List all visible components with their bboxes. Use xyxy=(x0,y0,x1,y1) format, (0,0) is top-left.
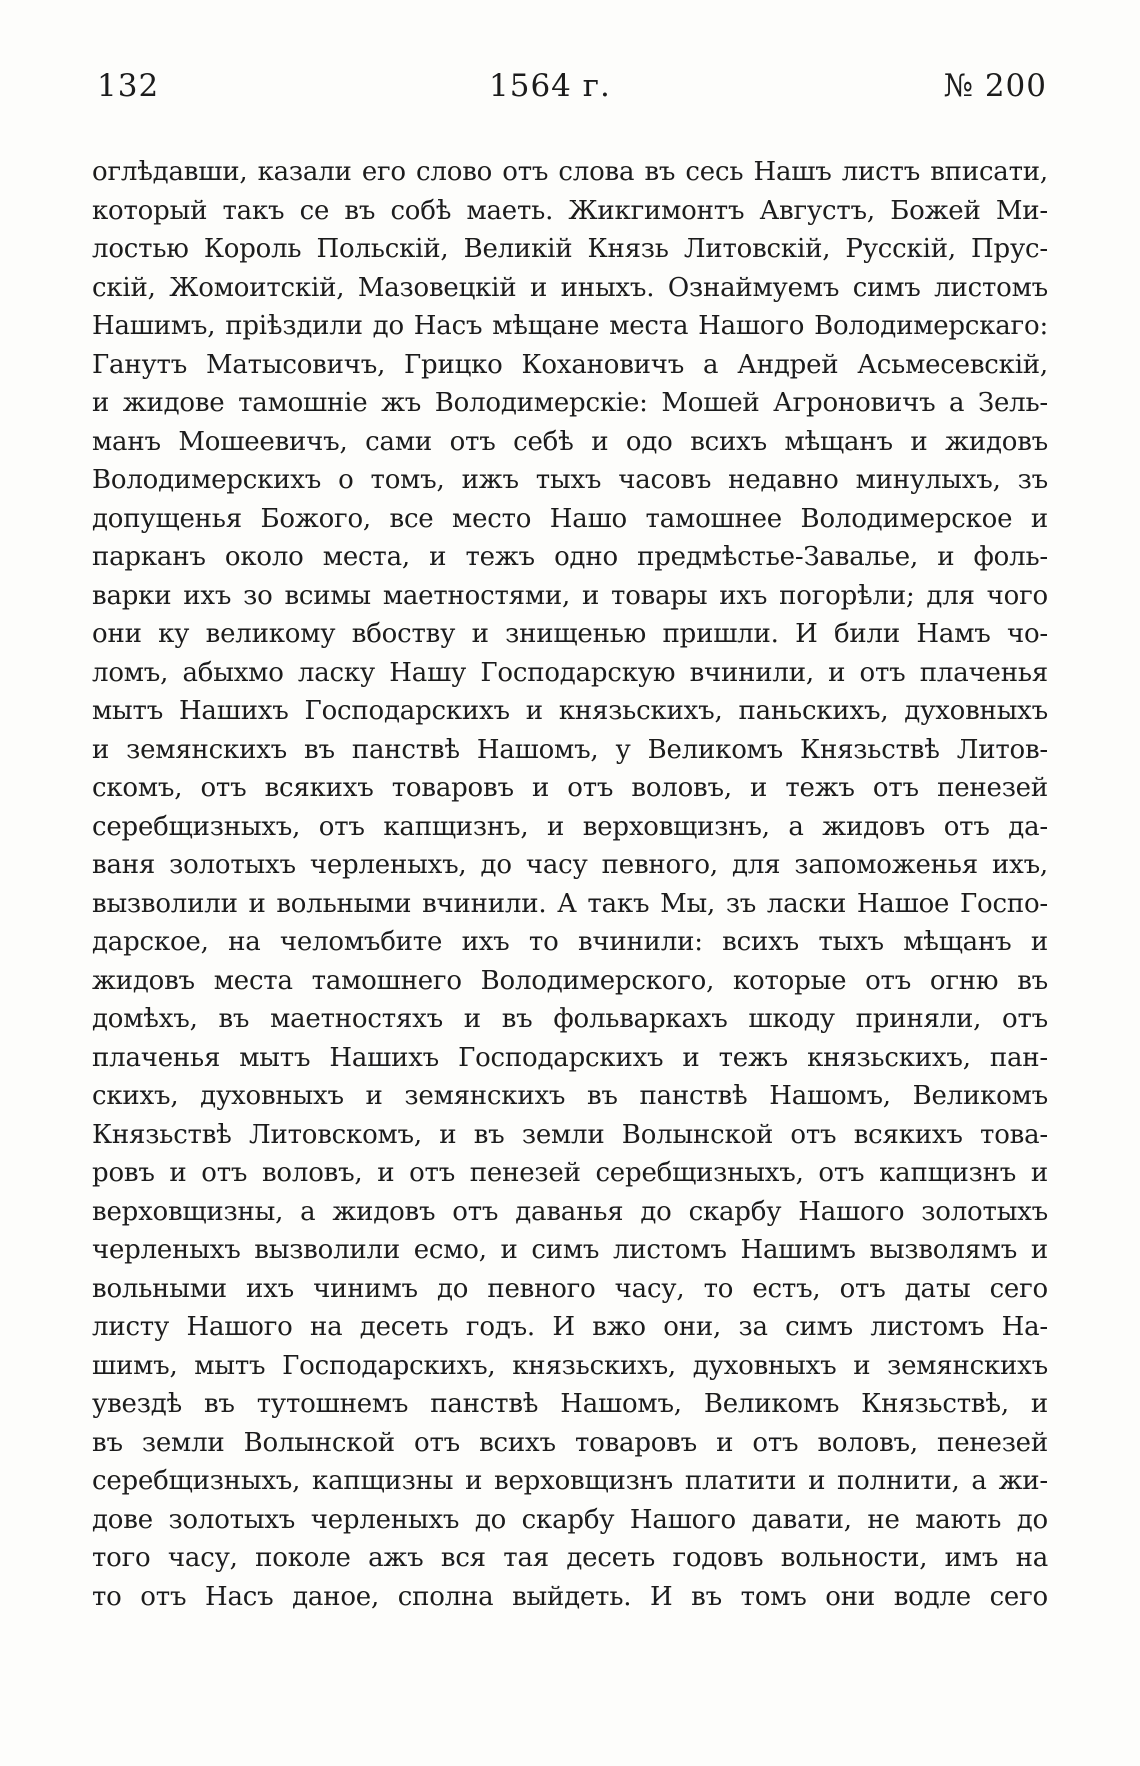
text-line: ваня золотыхъ черленыхъ, до часу певного, для запоможенья ихъ, xyxy=(92,850,1048,880)
text-line: скій, Жомоитскій, Мазовецкій и иныхъ. Ознаймуемъ симъ листомъ xyxy=(92,272,1048,303)
text-line: вольными ихъ чинимъ до певного часу, то естъ, отъ даты сего xyxy=(92,1273,1048,1304)
text-line: черленыхъ вызволили есмо, и симъ листомъ Нашимъ вызволямъ и xyxy=(92,1235,1048,1265)
text-line: жидовъ места тамошнего Володимерского, которые отъ огню въ xyxy=(92,965,1048,996)
body-text xyxy=(92,153,1048,1616)
running-header xyxy=(97,64,1047,108)
text-line: серебщизныхъ, капщизны и верховщизнъ платити и полнити, а жи- xyxy=(92,1466,1048,1496)
text-line: скомъ, отъ всякихъ товаровъ и отъ воловъ, и тежъ отъ пенезей xyxy=(92,773,1048,803)
text-line: они ку великому вбоству и знищенью пришли. И били Намъ чо- xyxy=(92,619,1048,649)
document-number: № 200 xyxy=(943,68,1047,104)
page-number: 132 xyxy=(97,68,160,104)
text-line: и жидове тамошніе жъ Володимерскіе: Мошей Агроновичъ а Зель- xyxy=(92,388,1048,418)
text-line: шимъ, мытъ Господарскихъ, князьскихъ, духовныхъ и земянскихъ xyxy=(92,1350,1048,1381)
text-line: и земянскихъ въ панствѣ Нашомъ, у Великомъ Князьствѣ Литов- xyxy=(92,734,1048,765)
text-line: увездѣ въ тутошнемъ панствѣ Нашомъ, Великомъ Князьствѣ, и xyxy=(92,1389,1048,1419)
text-line: въ земли Волынской отъ всихъ товаровъ и отъ воловъ, пенезей xyxy=(92,1427,1048,1458)
text-line: Володимерскихъ о томъ, ижъ тыхъ часовъ недавно минулыхъ, зъ xyxy=(92,465,1048,495)
text-line: варки ихъ зо всимы маетностями, и товары ихъ погорѣли; для чого xyxy=(92,580,1048,611)
text-line: ломъ, абыхмо ласку Нашу Господарскую вчинили, и отъ плаченья xyxy=(92,657,1048,688)
text-line: листу Нашого на десеть годъ. И вжо они, за симъ листомъ На- xyxy=(92,1312,1048,1342)
text-line: того часу, поколе ажъ вся тая десеть годовъ вольности, имъ на xyxy=(92,1543,1048,1573)
text-line: домѣхъ, въ маетностяхъ и въ фольваркахъ шкоду приняли, отъ xyxy=(92,1004,1048,1034)
text-line: верховщизны, а жидовъ отъ даванья до скарбу Нашого золотыхъ xyxy=(92,1196,1048,1227)
text-line: скихъ, духовныхъ и земянскихъ въ панствѣ Нашомъ, Великомъ xyxy=(92,1081,1048,1111)
text-line: дарское, на челомъбите ихъ то вчинили: всихъ тыхъ мѣщанъ и xyxy=(92,927,1048,957)
text-line: Ганутъ Матысовичъ, Грицко Кохановичъ а Андрей Асьмесевскій, xyxy=(92,349,1048,380)
text-line: манъ Мошеевичъ, сами отъ себѣ и одо всихъ мѣщанъ и жидовъ xyxy=(92,426,1048,457)
text-line: серебщизныхъ, отъ капщизнъ, и верховщизнъ, а жидовъ отъ да- xyxy=(92,811,1048,842)
text-line: который такъ се въ собѣ маеть. Жикгимонтъ Августъ, Божей Ми- xyxy=(92,195,1048,226)
text-line: лостью Король Польскій, Великій Князь Литовскій, Русскій, Прус- xyxy=(92,234,1048,264)
text-line: мытъ Нашихъ Господарскихъ и князьскихъ, паньскихъ, духовныхъ xyxy=(92,696,1048,726)
text-line: оглѣдавши, казали его слово отъ слова въ сесь Нашъ листъ вписати, xyxy=(92,157,1048,187)
text-line: допущенья Божого, все место Нашо тамошнее Володимерское и xyxy=(92,503,1048,534)
header-year: 1564 г. xyxy=(489,68,611,104)
text-line: вызволили и вольными вчинили. А такъ Мы, зъ ласки Нашое Госпо- xyxy=(92,888,1048,919)
text-line: парканъ около места, и тежъ одно предмѣстье-Завалье, и фоль- xyxy=(92,542,1048,572)
text-line: то отъ Насъ даное, сполна выйдеть. И въ томъ они водле сего xyxy=(92,1581,1048,1612)
text-line: дове золотыхъ черленыхъ до скарбу Нашого давати, не мають до xyxy=(92,1504,1048,1535)
text-line: плаченья мытъ Нашихъ Господарскихъ и тежъ князьскихъ, пан- xyxy=(92,1042,1048,1073)
text-line: Князьствѣ Литовскомъ, и въ земли Волынской отъ всякихъ това- xyxy=(92,1119,1048,1150)
text-line: Нашимъ, прiѣздили до Насъ мѣщане места Нашого Володимерскаго: xyxy=(92,311,1048,341)
text-line: ровъ и отъ воловъ, и отъ пенезей серебщизныхъ, отъ капщизнъ и xyxy=(92,1158,1048,1188)
